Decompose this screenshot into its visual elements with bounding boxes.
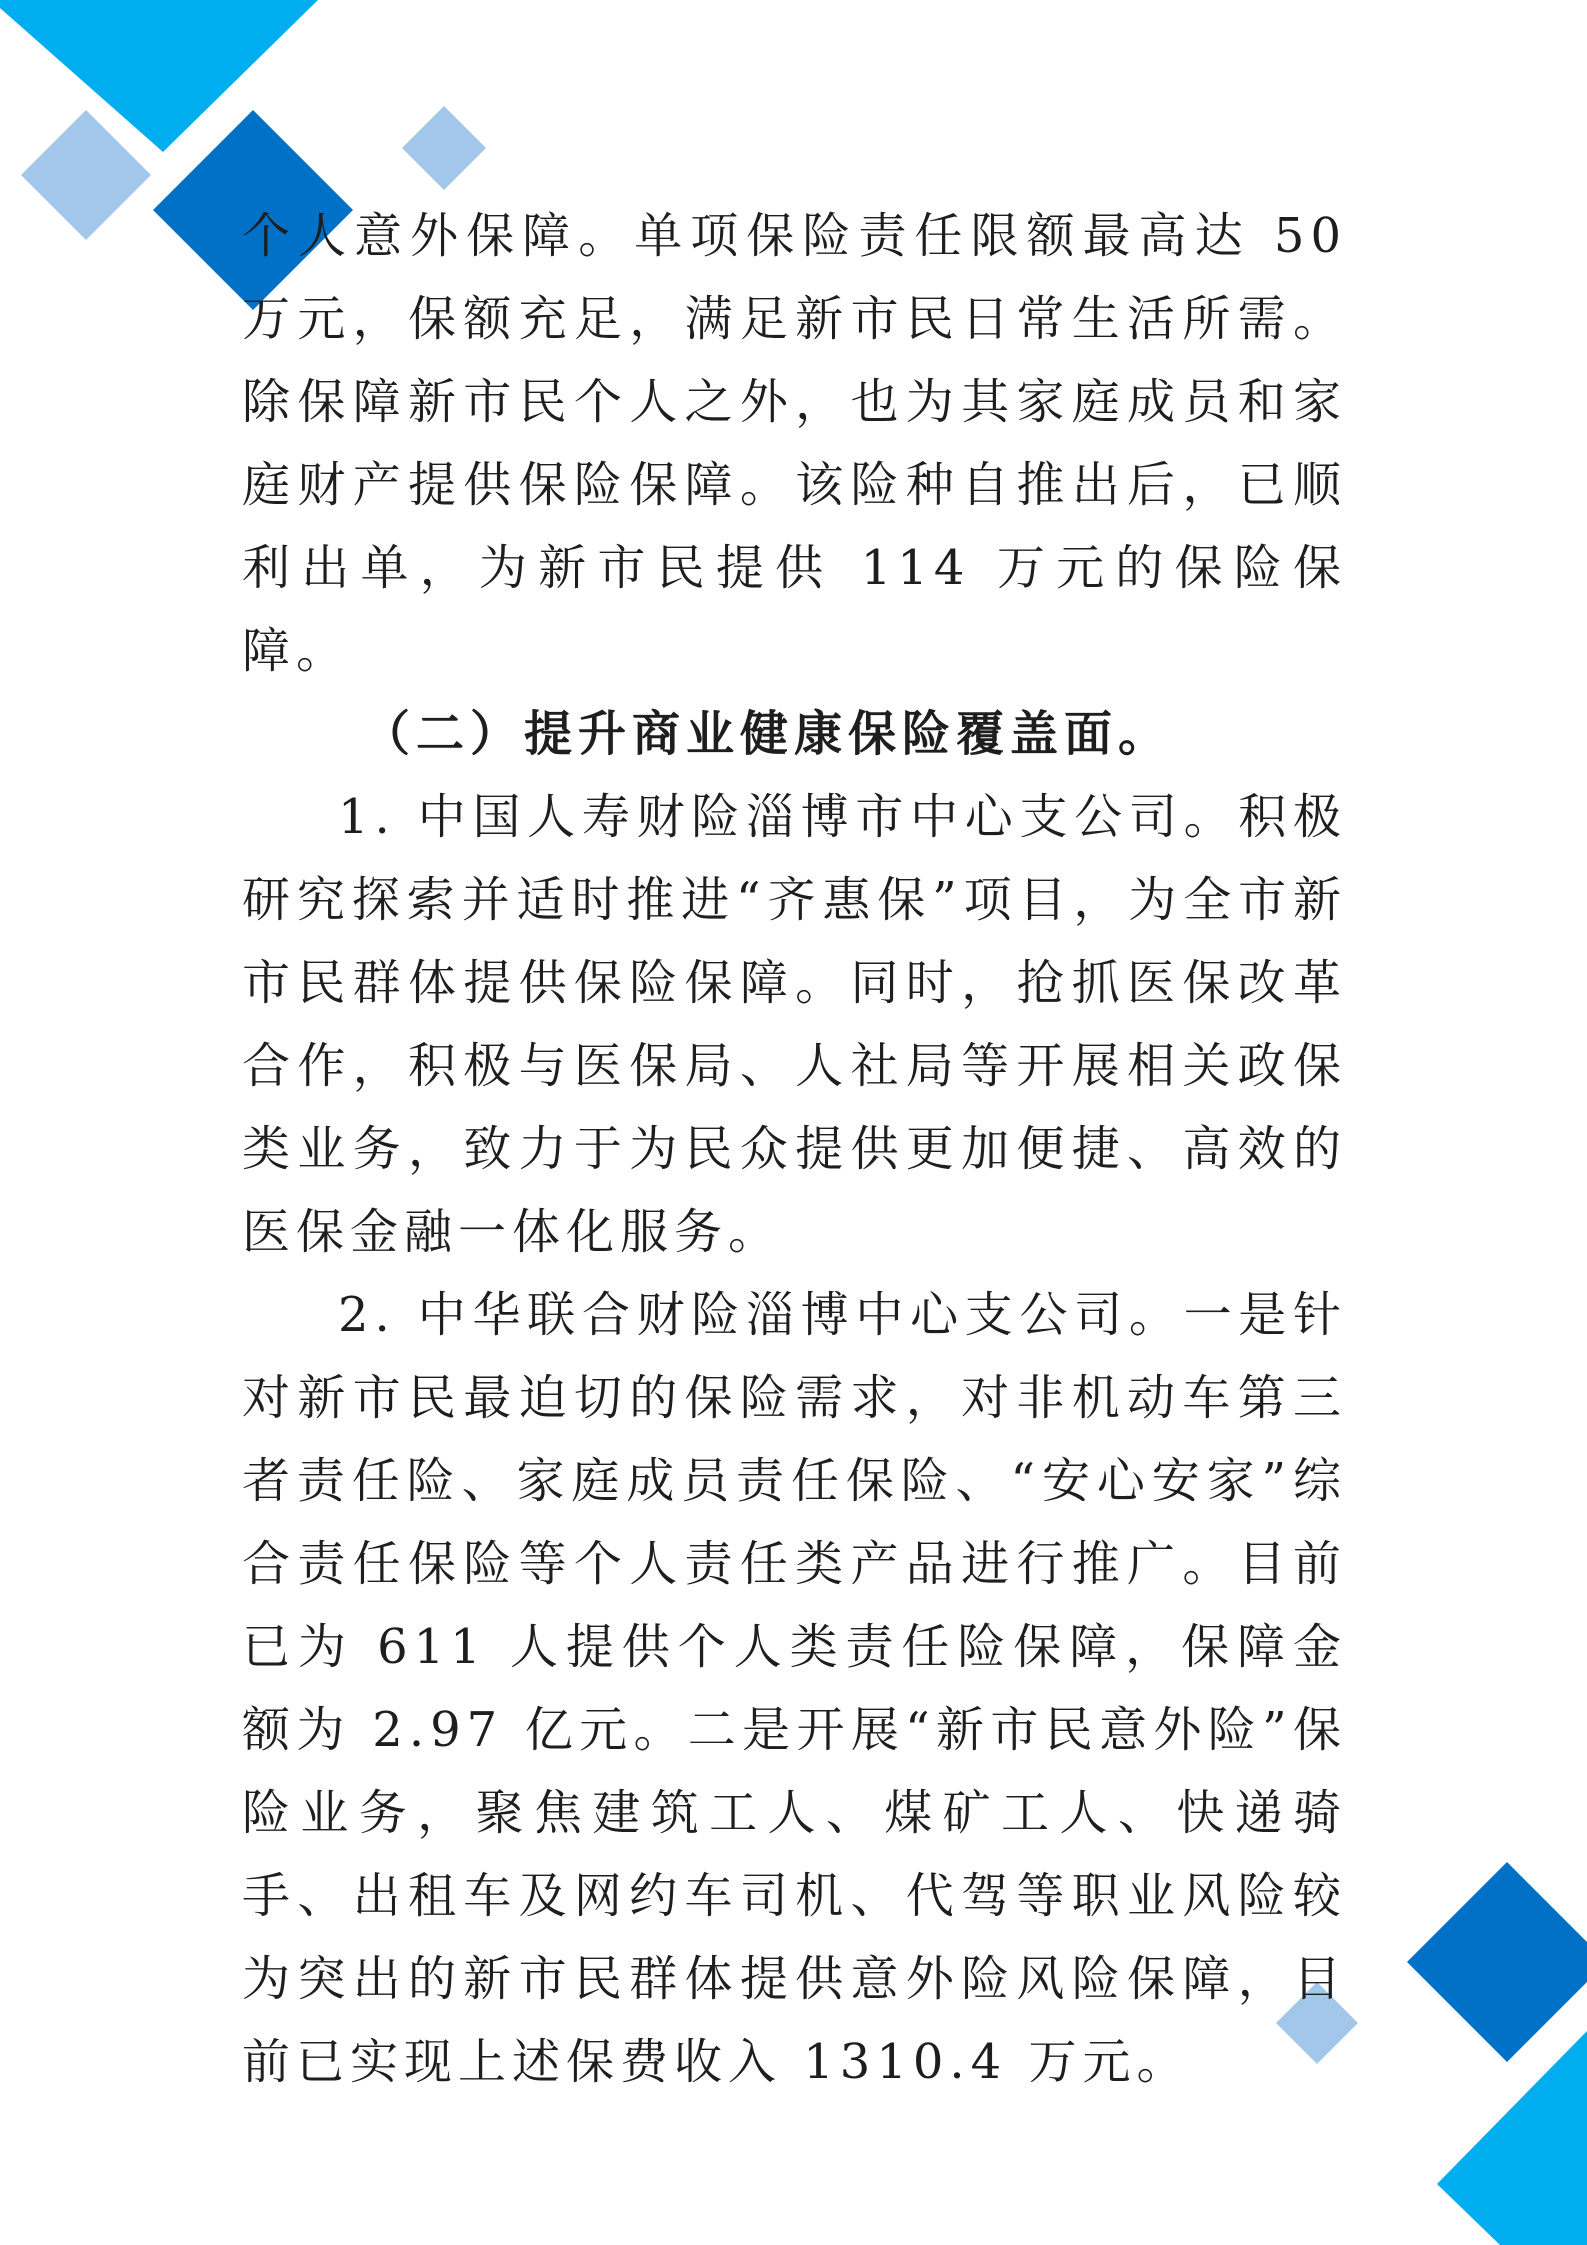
paragraph-item-1: 1. 中国人寿财险淄博市中心支公司。积极研究探索并适时推进“齐惠保”项目，为全市新市民群体提供保险保障。同时，抢抓医保改革合作，积极与医保局、人社局等开展相关政保类业务，致力于为民众提供更加便捷、高效的医保金融一体化服务。	[242, 789, 1347, 1260]
top-left-light-diamond	[21, 110, 151, 240]
section-heading: （二）提升商业健康保险覆盖面。	[362, 706, 1173, 762]
document-body	[242, 195, 1347, 2104]
bottom-right-cyan-triangle	[1437, 2031, 1587, 2245]
bottom-right-dark-diamond	[1407, 1862, 1587, 2062]
top-left-light-small-diamond	[402, 106, 486, 190]
paragraph-item-2: 2. 中华联合财险淄博中心支公司。一是针对新市民最迫切的保险需求，对非机动车第三者责任险、家庭成员责任保险、“安心安家”综合责任保险等个人责任类产品进行推广。目前已为 611 人提供个人类责任险保障，保障金额为 2.97 亿元。二是开展“新市民意外险”保险业务，聚焦建筑工人、煤矿工人、快递骑手、出租车及网约车司机、代驾等职业风险较为突出的新市民群体提供意外险风险保障，目前已实现上述保费收入 1310.4 万元。	[242, 1287, 1347, 2090]
paragraph-continuation: 个人意外保障。单项保险责任限额最高达 50 万元，保额充足，满足新市民日常生活所需。除保障新市民个人之外，也为其家庭成员和家庭财产提供保险保障。该险种自推出后，已顺利出单，为新市民提供 114 万元的保险保障。	[242, 208, 1347, 679]
